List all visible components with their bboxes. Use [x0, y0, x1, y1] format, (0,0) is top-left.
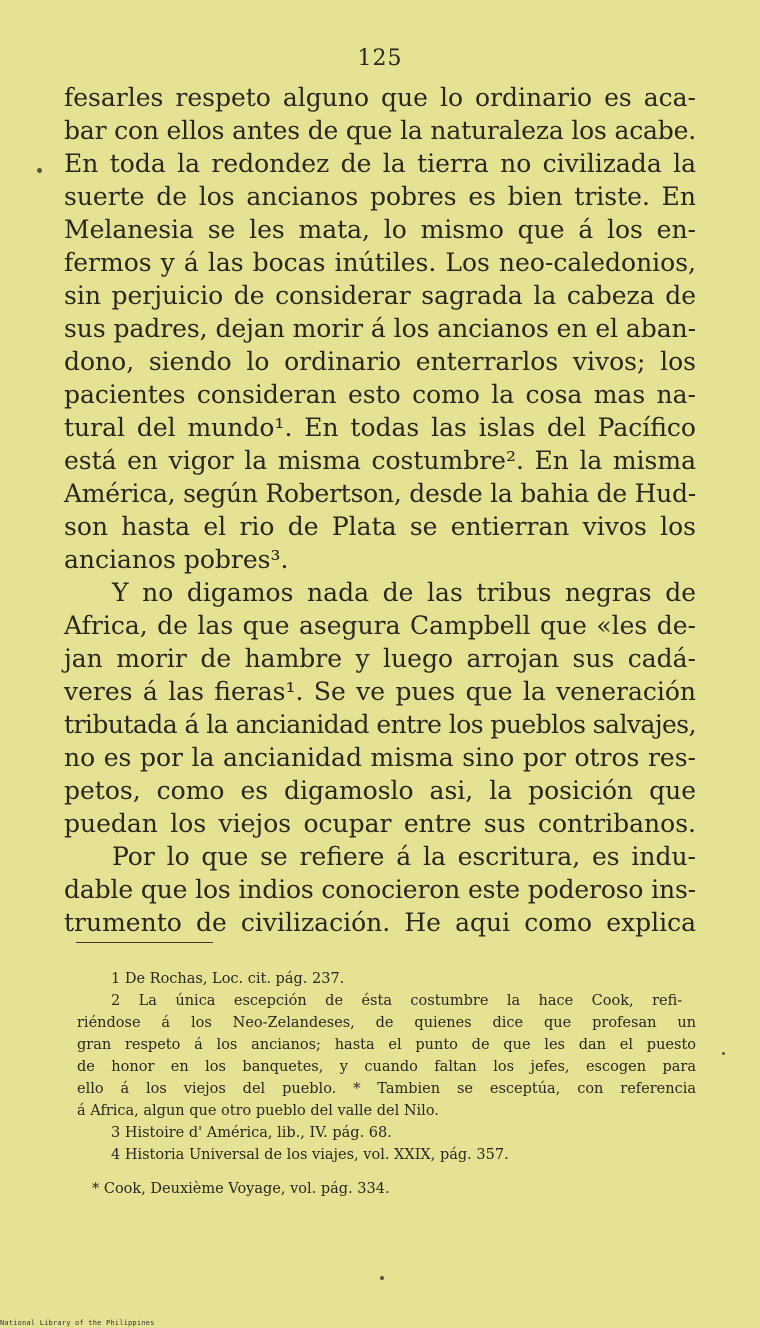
body-line	[0, 444, 760, 477]
footnote-line	[0, 968, 760, 990]
footnote-line	[0, 1034, 760, 1056]
body-line-text: tributada á la ancianidad entre los pueblos salvajes,	[64, 710, 696, 739]
footnote-line	[0, 1056, 760, 1078]
body-line	[0, 906, 760, 939]
body-line	[0, 147, 760, 180]
footnote-text: 2 La única escepción de ésta costumbre la hace Cook, refi-	[111, 993, 683, 1009]
body-line	[0, 807, 760, 840]
body-line	[0, 345, 760, 378]
body-line-text: puedan los viejos ocupar entre sus contribanos.	[64, 809, 696, 838]
footnote-text: gran respeto á los ancianos; hasta el punto de que les dan el puesto	[77, 1037, 696, 1053]
body-line	[0, 246, 760, 279]
footnote-text: 4 Historia Universal de los viajes, vol. XXIX, pág. 357.	[111, 1147, 509, 1163]
library-stamp: National Library of the Philippines	[0, 1319, 155, 1327]
body-line-text: En toda la redondez de la tierra no civilizada la	[64, 149, 696, 178]
body-line	[0, 741, 760, 774]
body-line-text: bar con ellos antes de que la naturaleza los acabe.	[64, 116, 696, 145]
footnote-line	[0, 1122, 760, 1144]
body-line	[0, 840, 760, 873]
body-line	[0, 312, 760, 345]
body-line	[0, 411, 760, 444]
body-line-text: pacientes consideran esto como la cosa mas na-	[64, 380, 696, 409]
body-line	[0, 477, 760, 510]
body-line-text: veres á las fieras¹. Se ve pues que la veneración	[64, 677, 696, 706]
page-number: 125	[357, 46, 403, 71]
footnote-line	[0, 1144, 760, 1166]
body-line	[0, 180, 760, 213]
body-line-text: petos, como es digamoslo asi, la posición que	[64, 776, 696, 805]
body-line	[0, 873, 760, 906]
footnote-text: á Africa, algun que otro pueblo del valle del Nilo.	[77, 1103, 439, 1119]
body-line	[0, 510, 760, 543]
paper-speck	[380, 1276, 384, 1280]
body-line	[0, 213, 760, 246]
footnote-text: 1 De Rochas, Loc. cit. pág. 237.	[111, 971, 345, 987]
footnote-line	[0, 1100, 760, 1122]
footnote-text: de honor en los banquetes, y cuando faltan los jefes, escogen para	[77, 1059, 696, 1075]
body-line-text: sin perjuicio de considerar sagrada la cabeza de	[64, 281, 696, 310]
footnote-text: ello á los viejos del pueblo. * Tambien se esceptúa, con referencia	[77, 1081, 696, 1097]
body-line-text: ancianos pobres³.	[64, 545, 289, 574]
footnote-line	[0, 1012, 760, 1034]
footnote-line	[0, 1178, 760, 1200]
body-line-text: tural del mundo¹. En todas las islas del Pacífico	[64, 413, 696, 442]
body-line	[0, 378, 760, 411]
body-line-text: Por lo que se refiere á la escritura, es indu-	[112, 842, 696, 871]
body-line	[0, 81, 760, 114]
body-line-text: Y no digamos nada de las tribus negras de	[112, 578, 696, 607]
footnote-line	[0, 990, 760, 1012]
body-line-text: dono, siendo lo ordinario enterrarlos vivos; los	[64, 347, 696, 376]
body-line-text: está en vigor la misma costumbre². En la misma	[64, 446, 696, 475]
body-line-text: no es por la ancianidad misma sino por otros res-	[64, 743, 696, 772]
paper-speck	[722, 1052, 725, 1055]
footnote-rule	[76, 942, 213, 943]
body-line	[0, 576, 760, 609]
body-line-text: son hasta el rio de Plata se entierran vivos los	[64, 512, 696, 541]
body-line	[0, 114, 760, 147]
body-line-text: Melanesia se les mata, lo mismo que á los en-	[64, 215, 696, 244]
body-line-text: América, según Robertson, desde la bahia de Hud-	[64, 479, 696, 508]
body-line	[0, 642, 760, 675]
body-line-text: sus padres, dejan morir á los ancianos en el aban-	[64, 314, 696, 343]
footnote-text: 3 Histoire d' América, lib., IV. pág. 68.	[111, 1125, 392, 1141]
body-line	[0, 675, 760, 708]
body-line-text: Africa, de las que asegura Campbell que «les de-	[64, 611, 696, 640]
footnote-line	[0, 1078, 760, 1100]
footnote-text: riéndose á los Neo-Zelandeses, de quienes dice que profesan un	[77, 1015, 696, 1031]
body-line	[0, 609, 760, 642]
footnote-text: * Cook, Deuxième Voyage, vol. pág. 334.	[92, 1181, 390, 1197]
body-line-text: dable que los indios conocieron este poderoso ins-	[64, 875, 696, 904]
body-line	[0, 279, 760, 312]
body-line	[0, 774, 760, 807]
body-line-text: fesarles respeto alguno que lo ordinario es aca-	[64, 83, 696, 112]
body-line-text: jan morir de hambre y luego arrojan sus cadá-	[64, 644, 696, 673]
body-line	[0, 543, 760, 576]
body-line-text: trumento de civilización. He aqui como explica	[64, 908, 696, 937]
body-line-text: suerte de los ancianos pobres es bien triste. En	[64, 182, 696, 211]
body-line-text: fermos y á las bocas inútiles. Los neo-caledonios,	[64, 248, 696, 277]
body-line	[0, 708, 760, 741]
